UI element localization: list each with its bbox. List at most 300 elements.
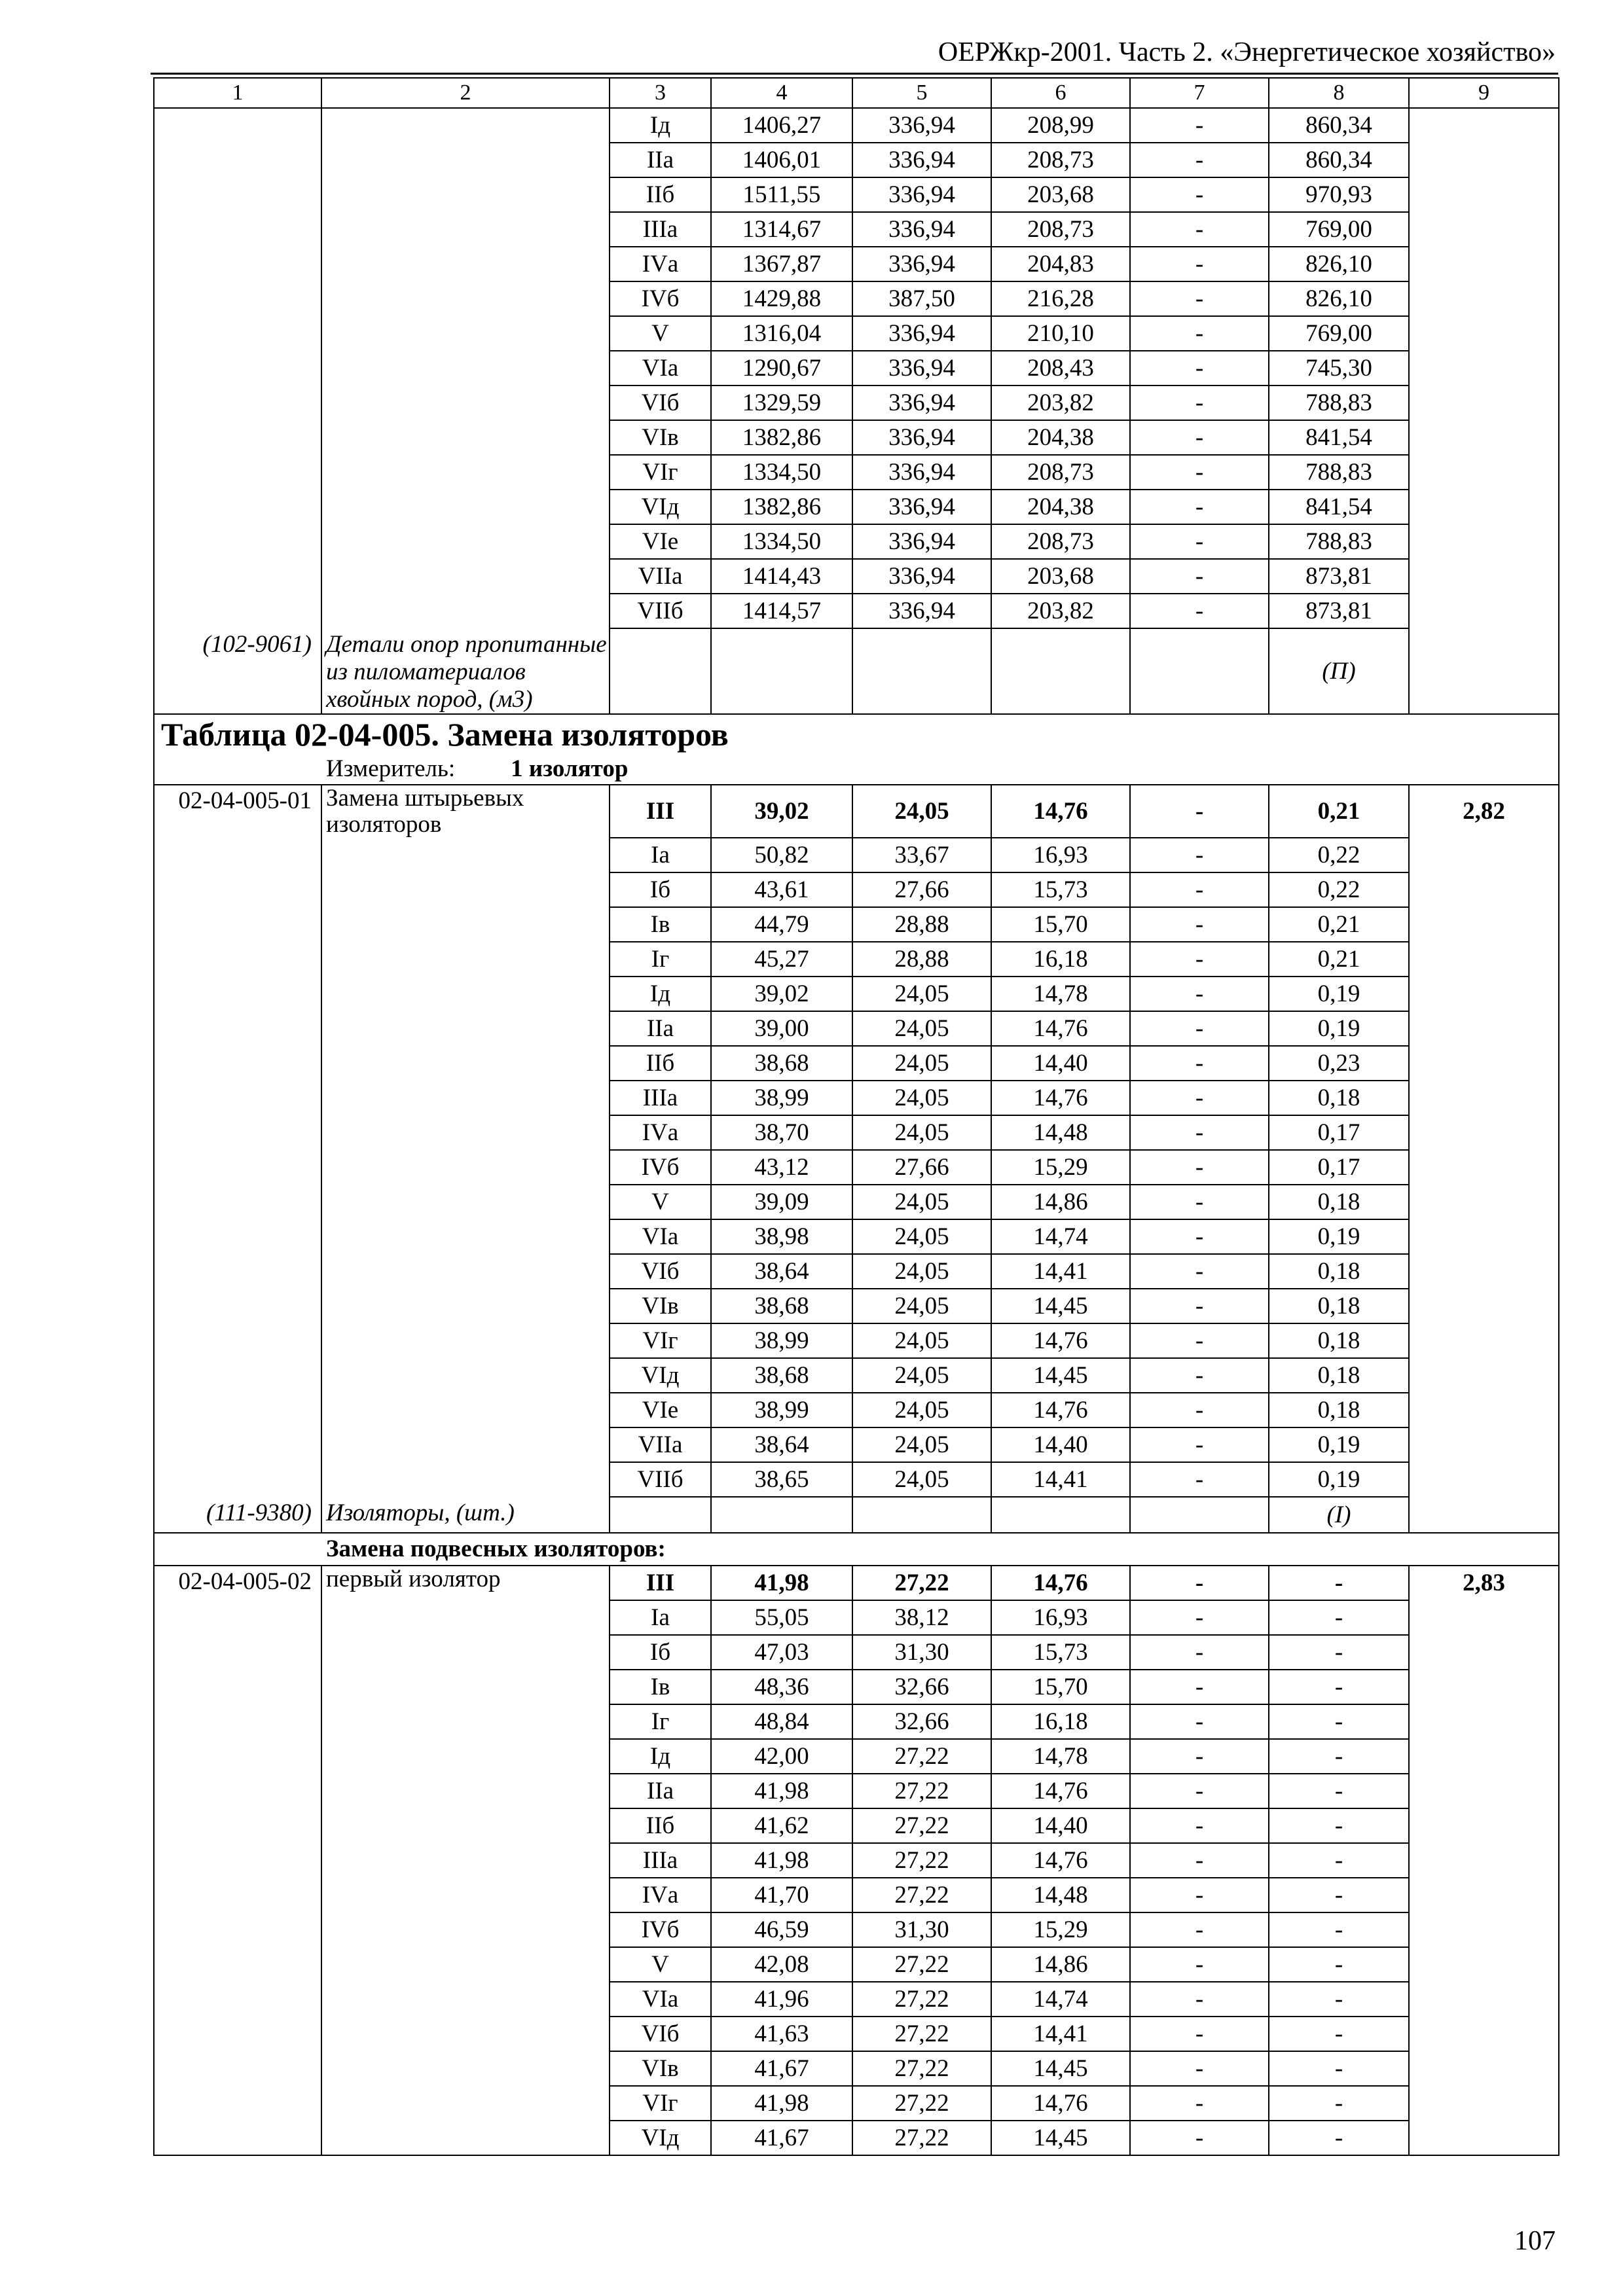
- name-cell: [321, 559, 610, 594]
- name-cell: [321, 281, 610, 316]
- value-cell: 1406,01: [711, 143, 852, 177]
- value-cell: 0,18: [1269, 1393, 1409, 1427]
- code-cell: [154, 1427, 321, 1462]
- code-cell: [154, 1739, 321, 1774]
- value-cell: -: [1130, 1323, 1269, 1358]
- total-cell: [1409, 1393, 1559, 1427]
- value-cell: 336,94: [852, 212, 991, 247]
- value-cell: 14,76: [991, 1843, 1130, 1878]
- value-cell: -: [1130, 1670, 1269, 1704]
- table-row: [154, 524, 1559, 559]
- value-cell: 336,94: [852, 108, 991, 143]
- table-row: [154, 143, 1559, 177]
- value-cell: 24,05: [852, 1358, 991, 1393]
- empty-cell: [610, 628, 711, 714]
- value-cell: 14,74: [991, 1982, 1130, 2017]
- table-row: [154, 1046, 1559, 1081]
- total-cell: [1409, 455, 1559, 490]
- table-row: [154, 2121, 1559, 2155]
- value-cell: -: [1130, 1774, 1269, 1808]
- table-row: [154, 1878, 1559, 1912]
- code-cell: [154, 1289, 321, 1323]
- value-cell: 14,78: [991, 1739, 1130, 1774]
- name-cell: [321, 1739, 610, 1774]
- value-cell: 14,76: [991, 1323, 1130, 1358]
- value-cell: 24,05: [852, 1393, 991, 1427]
- value-cell: 27,22: [852, 1566, 991, 1600]
- value-cell: -: [1130, 942, 1269, 977]
- value-cell: 38,12: [852, 1600, 991, 1635]
- value-cell: 24,05: [852, 1115, 991, 1150]
- value-cell: 24,05: [852, 1185, 991, 1219]
- value-cell: IIа: [610, 1011, 711, 1046]
- value-cell: 38,68: [711, 1289, 852, 1323]
- value-cell: 15,73: [991, 1635, 1130, 1670]
- total-cell: [1409, 1219, 1559, 1254]
- value-cell: -: [1130, 1358, 1269, 1393]
- code-cell: [154, 1011, 321, 1046]
- value-cell: 24,05: [852, 1081, 991, 1115]
- table-row: [154, 977, 1559, 1011]
- total-cell: [1409, 1704, 1559, 1739]
- value-cell: -: [1269, 2121, 1409, 2155]
- name-cell: [321, 838, 610, 872]
- value-cell: 14,45: [991, 1289, 1130, 1323]
- value-cell: 14,45: [991, 1358, 1130, 1393]
- value-cell: 860,34: [1269, 143, 1409, 177]
- empty-cell: [610, 1497, 711, 1533]
- table-row: [154, 1219, 1559, 1254]
- value-cell: -: [1130, 1843, 1269, 1878]
- table-row: [154, 108, 1559, 143]
- value-cell: VIб: [610, 386, 711, 420]
- total-cell: [1409, 1011, 1559, 1046]
- code-cell: [154, 1878, 321, 1912]
- value-cell: 0,23: [1269, 1046, 1409, 1081]
- table-row: [154, 455, 1559, 490]
- code-cell: [154, 1947, 321, 1982]
- code-cell: [154, 1254, 321, 1289]
- value-cell: 336,94: [852, 455, 991, 490]
- value-cell: 14,41: [991, 1462, 1130, 1497]
- measure-value: 1 изолятор: [511, 755, 629, 782]
- table-row: [154, 594, 1559, 628]
- total-cell: [1409, 490, 1559, 524]
- column-number: 7: [1130, 78, 1269, 108]
- value-cell: VIе: [610, 524, 711, 559]
- value-cell: Iд: [610, 1739, 711, 1774]
- value-cell: 16,18: [991, 942, 1130, 977]
- value-cell: 336,94: [852, 247, 991, 281]
- total-cell: [1409, 386, 1559, 420]
- value-cell: V: [610, 1947, 711, 1982]
- value-cell: 204,38: [991, 490, 1130, 524]
- total-cell: [1409, 559, 1559, 594]
- table-row: [154, 316, 1559, 351]
- value-cell: 0,18: [1269, 1323, 1409, 1358]
- value-cell: 1367,87: [711, 247, 852, 281]
- total-cell: [1409, 316, 1559, 351]
- column-number: 8: [1269, 78, 1409, 108]
- code-cell: [154, 1185, 321, 1219]
- value-cell: -: [1269, 1774, 1409, 1808]
- column-number-row: [154, 78, 1559, 108]
- value-cell: VIе: [610, 1393, 711, 1427]
- value-cell: -: [1130, 455, 1269, 490]
- value-cell: -: [1130, 1566, 1269, 1600]
- table-row: [154, 1289, 1559, 1323]
- empty-cell: [1130, 628, 1269, 714]
- value-cell: IIб: [610, 1808, 711, 1843]
- value-cell: 42,00: [711, 1739, 852, 1774]
- value-cell: 1414,57: [711, 594, 852, 628]
- value-cell: 27,22: [852, 2121, 991, 2155]
- empty-cell: [852, 1497, 991, 1533]
- table-row: [154, 1115, 1559, 1150]
- value-cell: 0,19: [1269, 1011, 1409, 1046]
- total-cell: [1409, 907, 1559, 942]
- value-cell: 336,94: [852, 490, 991, 524]
- column-number: 2: [321, 78, 610, 108]
- code-cell: [154, 316, 321, 351]
- column-number: 1: [154, 78, 321, 108]
- name-cell: [321, 1878, 610, 1912]
- code-cell: [154, 1982, 321, 2017]
- value-cell: -: [1269, 1912, 1409, 1947]
- table-row: [154, 1982, 1559, 2017]
- value-cell: VIIа: [610, 1427, 711, 1462]
- value-cell: 38,98: [711, 1219, 852, 1254]
- value-cell: -: [1130, 1115, 1269, 1150]
- value-cell: -: [1269, 1566, 1409, 1600]
- material-row: [154, 1497, 1559, 1533]
- value-cell: 336,94: [852, 143, 991, 177]
- total-cell: [1409, 247, 1559, 281]
- table-row: [154, 785, 1559, 838]
- total-cell: [1409, 838, 1559, 872]
- value-cell: -: [1130, 2051, 1269, 2086]
- value-cell: 0,18: [1269, 1358, 1409, 1393]
- table-row: [154, 490, 1559, 524]
- table-row: [154, 1358, 1559, 1393]
- value-cell: IVб: [610, 1150, 711, 1185]
- value-cell: -: [1269, 1704, 1409, 1739]
- value-cell: -: [1130, 1254, 1269, 1289]
- value-cell: 55,05: [711, 1600, 852, 1635]
- measure-line: [155, 754, 1558, 784]
- name-cell: [321, 1115, 610, 1150]
- table-row: [154, 1774, 1559, 1808]
- value-cell: -: [1269, 1808, 1409, 1843]
- value-cell: 0,19: [1269, 1219, 1409, 1254]
- value-cell: 14,40: [991, 1808, 1130, 1843]
- table-row: [154, 1843, 1559, 1878]
- material-qty: (I): [1269, 1497, 1409, 1533]
- value-cell: VIг: [610, 1323, 711, 1358]
- value-cell: 44,79: [711, 907, 852, 942]
- name-cell: [321, 1185, 610, 1219]
- value-cell: 14,76: [991, 1393, 1130, 1427]
- table-row: [154, 1185, 1559, 1219]
- value-cell: 0,19: [1269, 977, 1409, 1011]
- value-cell: 1316,04: [711, 316, 852, 351]
- value-cell: 41,70: [711, 1878, 852, 1912]
- value-cell: 208,73: [991, 455, 1130, 490]
- value-cell: 0,22: [1269, 872, 1409, 907]
- name-cell: [321, 977, 610, 1011]
- value-cell: 24,05: [852, 1219, 991, 1254]
- value-cell: 38,64: [711, 1254, 852, 1289]
- value-cell: -: [1269, 2017, 1409, 2051]
- value-cell: 873,81: [1269, 559, 1409, 594]
- code-cell: 02-04-005-01: [154, 785, 321, 838]
- value-cell: IVб: [610, 281, 711, 316]
- value-cell: 28,88: [852, 907, 991, 942]
- total-cell: [1409, 1843, 1559, 1878]
- total-cell: [1409, 212, 1559, 247]
- value-cell: 27,22: [852, 1739, 991, 1774]
- value-cell: 14,76: [991, 1774, 1130, 1808]
- material-name: Детали опор пропитанные из пиломатериалов хвойных пород, (м3): [321, 628, 610, 714]
- subheader: Замена подвесных изоляторов:: [326, 1535, 666, 1562]
- table-row: [154, 1704, 1559, 1739]
- table-row: [154, 1566, 1559, 1600]
- value-cell: 24,05: [852, 977, 991, 1011]
- value-cell: 38,99: [711, 1323, 852, 1358]
- table-row: [154, 212, 1559, 247]
- value-cell: 208,73: [991, 143, 1130, 177]
- name-cell: [321, 1982, 610, 2017]
- empty-cell: [1409, 628, 1559, 714]
- code-cell: [154, 108, 321, 143]
- value-cell: 14,76: [991, 1011, 1130, 1046]
- value-cell: 203,68: [991, 559, 1130, 594]
- code-cell: [154, 455, 321, 490]
- value-cell: VIг: [610, 2086, 711, 2121]
- name-cell: [321, 108, 610, 143]
- value-cell: -: [1130, 1462, 1269, 1497]
- value-cell: 336,94: [852, 386, 991, 420]
- value-cell: -: [1130, 1081, 1269, 1115]
- value-cell: 32,66: [852, 1704, 991, 1739]
- value-cell: 0,18: [1269, 1185, 1409, 1219]
- value-cell: VIд: [610, 2121, 711, 2155]
- value-cell: VIIа: [610, 559, 711, 594]
- value-cell: -: [1130, 177, 1269, 212]
- value-cell: 826,10: [1269, 281, 1409, 316]
- code-cell: [154, 386, 321, 420]
- value-cell: 48,36: [711, 1670, 852, 1704]
- value-cell: 27,22: [852, 1774, 991, 1808]
- name-cell: [321, 1046, 610, 1081]
- empty-cell: [711, 1497, 852, 1533]
- value-cell: 14,48: [991, 1115, 1130, 1150]
- name-cell: [321, 1254, 610, 1289]
- value-cell: 41,98: [711, 1774, 852, 1808]
- value-cell: 47,03: [711, 1635, 852, 1670]
- code-cell: 02-04-005-02: [154, 1566, 321, 1600]
- value-cell: 873,81: [1269, 594, 1409, 628]
- code-cell: [154, 977, 321, 1011]
- value-cell: 41,98: [711, 2086, 852, 2121]
- value-cell: Iа: [610, 1600, 711, 1635]
- value-cell: -: [1130, 351, 1269, 386]
- total-cell: [1409, 2121, 1559, 2155]
- code-cell: [154, 907, 321, 942]
- value-cell: 24,05: [852, 1427, 991, 1462]
- value-cell: 39,00: [711, 1011, 852, 1046]
- code-cell: [154, 2017, 321, 2051]
- value-cell: 41,67: [711, 2051, 852, 2086]
- value-cell: -: [1130, 281, 1269, 316]
- value-cell: -: [1269, 2086, 1409, 2121]
- value-cell: Iб: [610, 1635, 711, 1670]
- code-cell: [154, 2121, 321, 2155]
- value-cell: 841,54: [1269, 420, 1409, 455]
- value-cell: 39,02: [711, 785, 852, 838]
- value-cell: Iд: [610, 108, 711, 143]
- table-row: [154, 2051, 1559, 2086]
- name-cell: [321, 1774, 610, 1808]
- total-cell: [1409, 2051, 1559, 2086]
- value-cell: -: [1130, 594, 1269, 628]
- value-cell: 0,21: [1269, 907, 1409, 942]
- code-cell: [154, 247, 321, 281]
- name-cell: [321, 386, 610, 420]
- total-cell: [1409, 977, 1559, 1011]
- total-cell: [1409, 1185, 1559, 1219]
- total-cell: [1409, 1947, 1559, 1982]
- value-cell: Iв: [610, 907, 711, 942]
- name-cell: [321, 1219, 610, 1254]
- value-cell: -: [1130, 1600, 1269, 1635]
- value-cell: 788,83: [1269, 386, 1409, 420]
- value-cell: 31,30: [852, 1635, 991, 1670]
- name-cell: [321, 177, 610, 212]
- column-number: 4: [711, 78, 852, 108]
- value-cell: -: [1269, 1947, 1409, 1982]
- value-cell: VIв: [610, 1289, 711, 1323]
- value-cell: 14,41: [991, 1254, 1130, 1289]
- name-cell: [321, 490, 610, 524]
- code-cell: [154, 1600, 321, 1635]
- value-cell: 216,28: [991, 281, 1130, 316]
- total-cell: [1409, 2017, 1559, 2051]
- column-number: 5: [852, 78, 991, 108]
- value-cell: 1334,50: [711, 524, 852, 559]
- value-cell: -: [1269, 1600, 1409, 1635]
- code-cell: [154, 281, 321, 316]
- code-cell: [154, 1670, 321, 1704]
- value-cell: 24,05: [852, 785, 991, 838]
- value-cell: 203,68: [991, 177, 1130, 212]
- name-cell: [321, 1947, 610, 1982]
- table-row: [154, 907, 1559, 942]
- name-cell: [321, 1808, 610, 1843]
- value-cell: 336,94: [852, 594, 991, 628]
- code-cell: [154, 420, 321, 455]
- value-cell: 0,18: [1269, 1254, 1409, 1289]
- value-cell: 208,73: [991, 524, 1130, 559]
- value-cell: 42,08: [711, 1947, 852, 1982]
- total-cell: [1409, 351, 1559, 386]
- value-cell: Iб: [610, 872, 711, 907]
- value-cell: -: [1130, 420, 1269, 455]
- name-cell: [321, 1462, 610, 1497]
- code-cell: [154, 594, 321, 628]
- value-cell: 336,94: [852, 420, 991, 455]
- value-cell: -: [1269, 1739, 1409, 1774]
- value-cell: 16,93: [991, 838, 1130, 872]
- table-row: [154, 1808, 1559, 1843]
- code-cell: [154, 1462, 321, 1497]
- value-cell: 14,76: [991, 2086, 1130, 2121]
- name-cell: [321, 420, 610, 455]
- value-cell: IIIа: [610, 1843, 711, 1878]
- table-row: [154, 872, 1559, 907]
- value-cell: 50,82: [711, 838, 852, 872]
- value-cell: 336,94: [852, 351, 991, 386]
- value-cell: 27,22: [852, 1878, 991, 1912]
- value-cell: VIIб: [610, 594, 711, 628]
- value-cell: -: [1130, 1808, 1269, 1843]
- name-cell: [321, 1081, 610, 1115]
- value-cell: 27,22: [852, 1982, 991, 2017]
- name-cell: [321, 1704, 610, 1739]
- value-cell: 203,82: [991, 386, 1130, 420]
- material-qty: (П): [1269, 628, 1409, 714]
- total-cell: [1409, 1982, 1559, 2017]
- value-cell: VIв: [610, 420, 711, 455]
- value-cell: VIа: [610, 351, 711, 386]
- value-cell: -: [1130, 1635, 1269, 1670]
- value-cell: 27,22: [852, 2051, 991, 2086]
- name-cell: [321, 594, 610, 628]
- value-cell: 14,45: [991, 2121, 1130, 2155]
- value-cell: 46,59: [711, 1912, 852, 1947]
- table-row: [154, 1635, 1559, 1670]
- value-cell: 387,50: [852, 281, 991, 316]
- total-cell: 2,82: [1409, 785, 1559, 838]
- value-cell: 16,18: [991, 1704, 1130, 1739]
- code-cell: [154, 524, 321, 559]
- value-cell: -: [1130, 1947, 1269, 1982]
- value-cell: 0,21: [1269, 942, 1409, 977]
- value-cell: -: [1130, 1739, 1269, 1774]
- name-cell: [321, 455, 610, 490]
- total-cell: 2,83: [1409, 1566, 1559, 1600]
- value-cell: 43,12: [711, 1150, 852, 1185]
- value-cell: 14,76: [991, 785, 1130, 838]
- code-cell: [154, 2051, 321, 2086]
- name-cell: [321, 1150, 610, 1185]
- code-cell: [154, 212, 321, 247]
- value-cell: VIа: [610, 1982, 711, 2017]
- total-cell: [1409, 872, 1559, 907]
- table-row: [154, 1600, 1559, 1635]
- value-cell: 27,66: [852, 872, 991, 907]
- value-cell: VIб: [610, 2017, 711, 2051]
- total-cell: [1409, 1427, 1559, 1462]
- value-cell: 0,19: [1269, 1427, 1409, 1462]
- value-cell: 24,05: [852, 1254, 991, 1289]
- value-cell: 1290,67: [711, 351, 852, 386]
- name-cell: [321, 1635, 610, 1670]
- value-cell: -: [1130, 2086, 1269, 2121]
- table-row: [154, 351, 1559, 386]
- table-row: [154, 1323, 1559, 1358]
- value-cell: 39,09: [711, 1185, 852, 1219]
